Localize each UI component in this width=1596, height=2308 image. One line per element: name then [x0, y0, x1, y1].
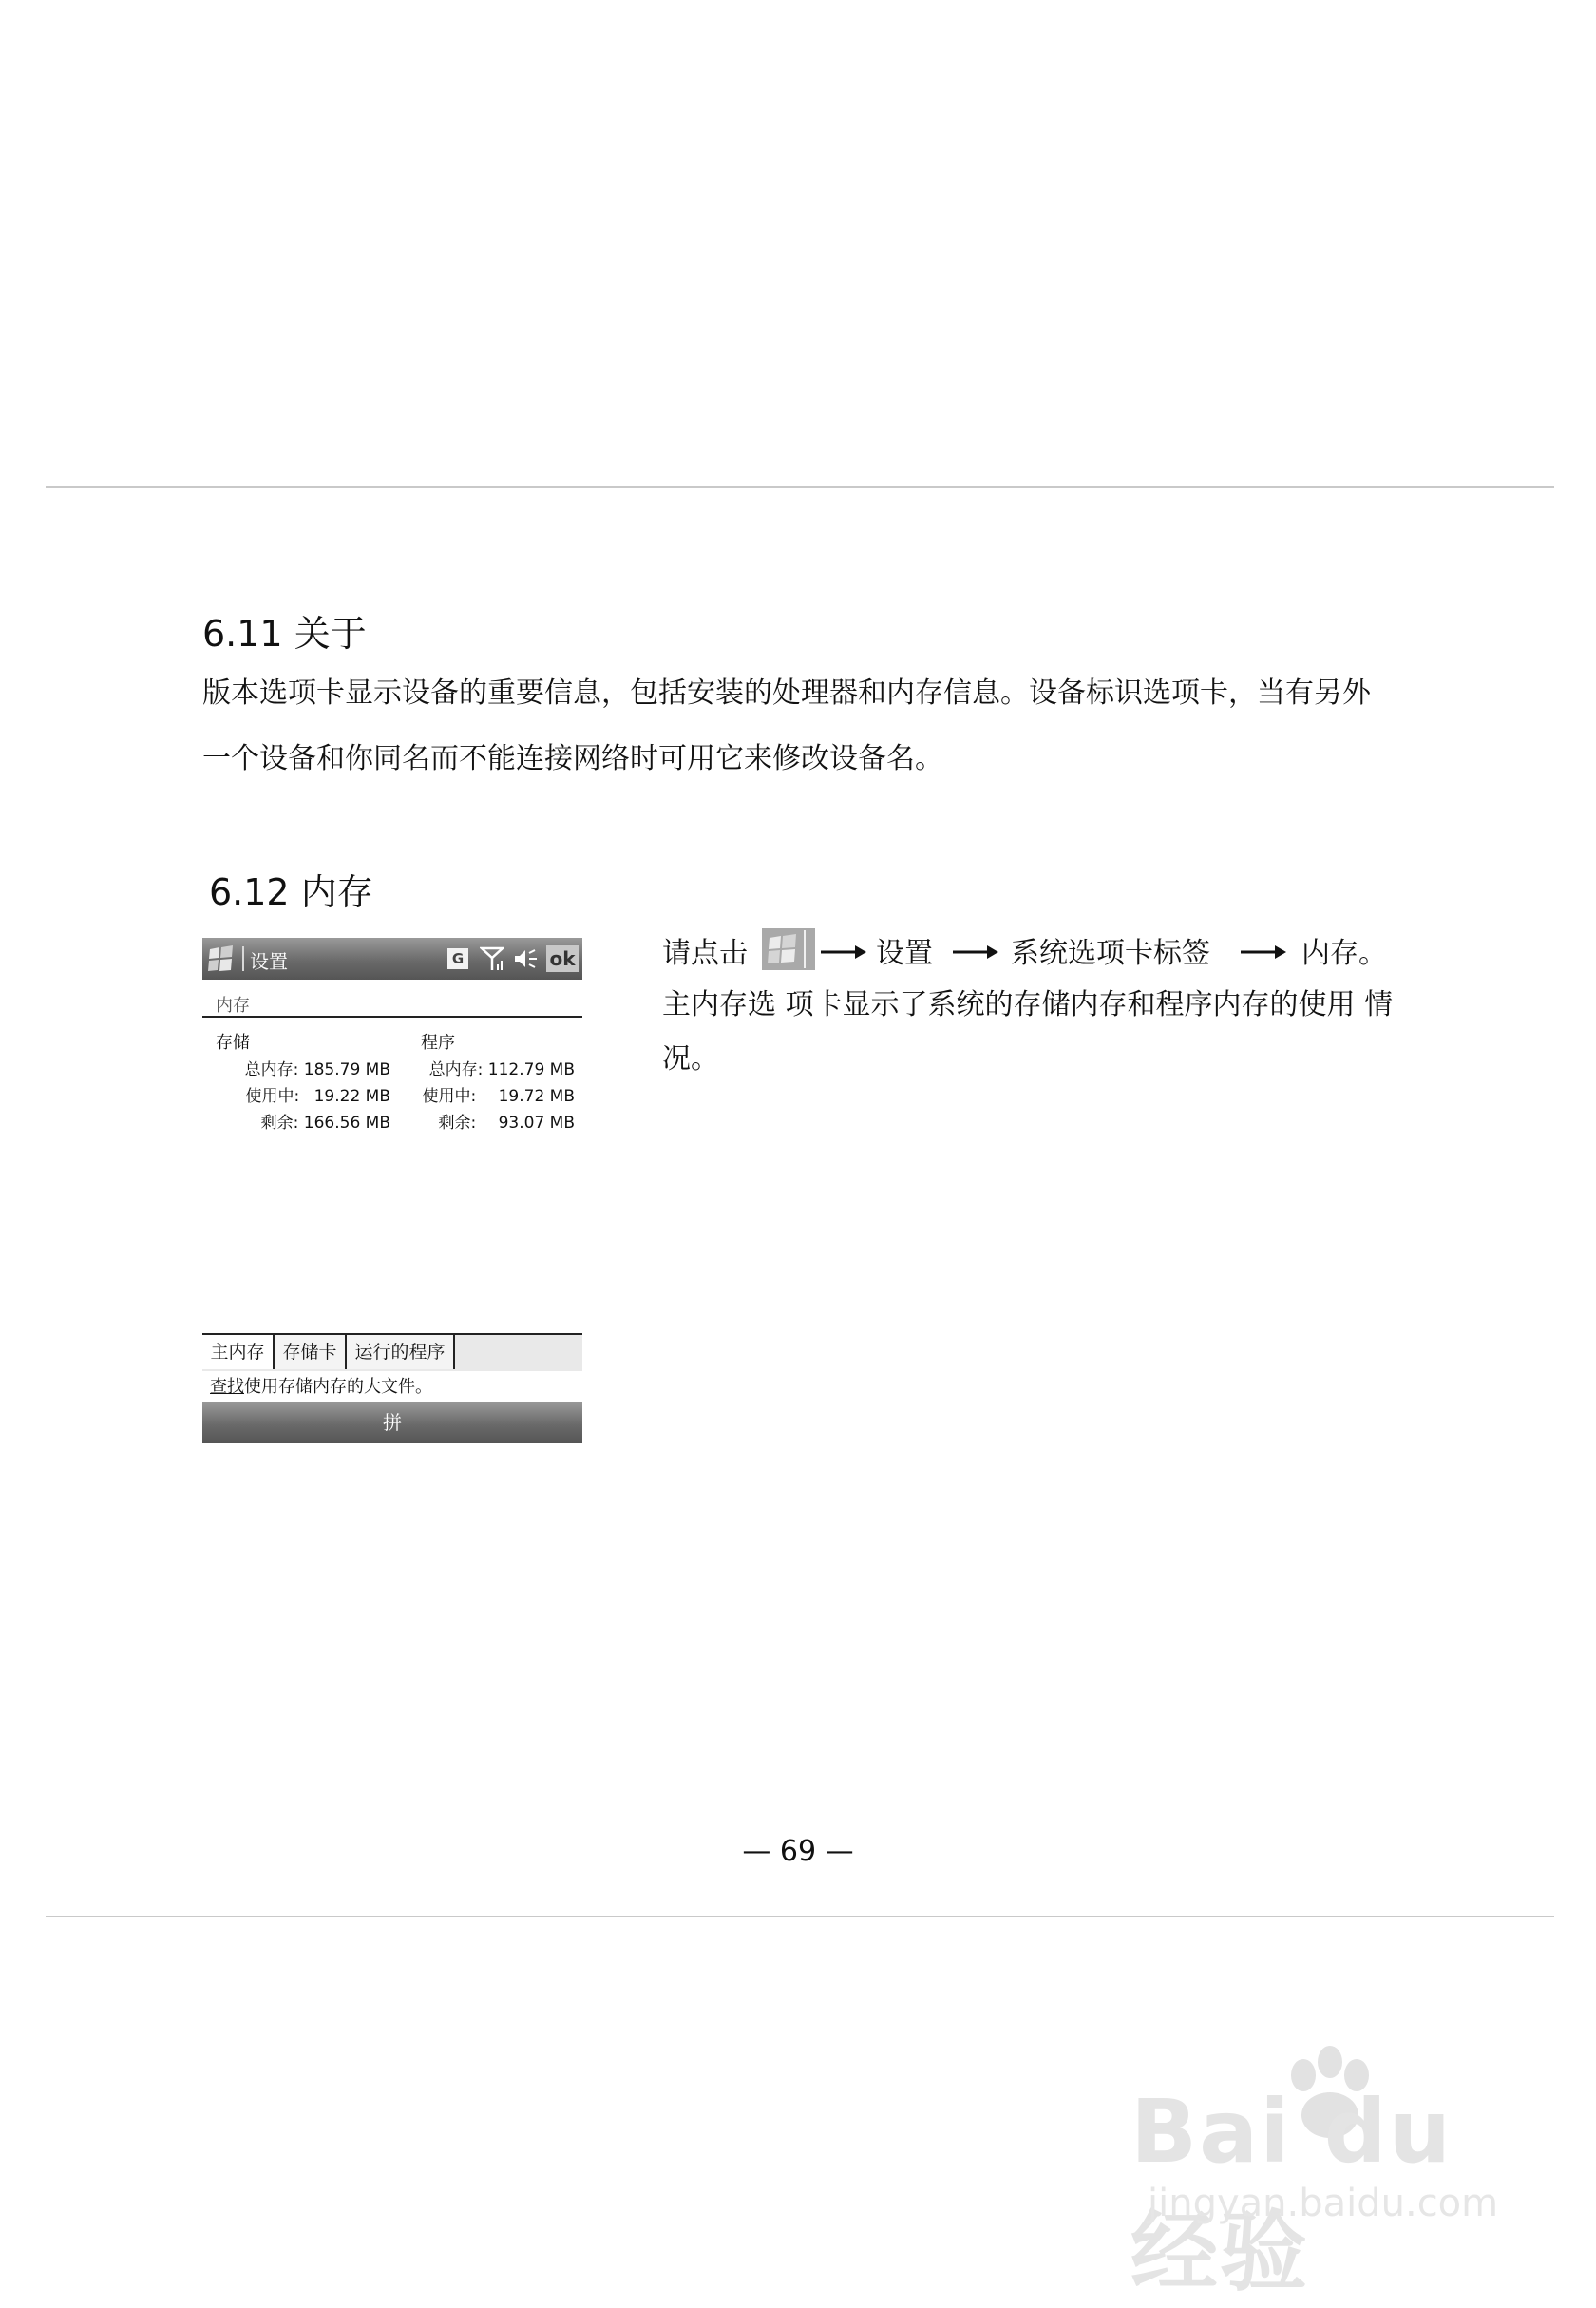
- bottom-divider: [46, 1916, 1554, 1917]
- program-total-row: [429, 1056, 575, 1079]
- program-used-label: 使用中:: [422, 1087, 477, 1106]
- watermark-brand: Bai du 经验: [1130, 2081, 1454, 2303]
- title-separator: [242, 946, 244, 971]
- find-large-files-row: [210, 1373, 432, 1398]
- storage-free-value: 166.56 MB: [303, 1114, 390, 1133]
- instruction-step-memory: 内存。: [1302, 937, 1387, 970]
- section-about-paragraph-line2: 一个设备和你同名而不能连接网络时可用它来修改设备名。: [202, 742, 943, 775]
- watermark-url: jingyan.baidu.com: [1148, 2182, 1499, 2225]
- baidu-watermark: [1130, 2043, 1530, 2303]
- storage-used-row: [245, 1082, 390, 1106]
- program-used-value: 19.72 MB: [498, 1087, 575, 1106]
- memory-settings-screenshot: [202, 938, 582, 1131]
- storage-total-label: 总内存:: [244, 1060, 299, 1079]
- soft-key-label[interactable]: 拼: [383, 1411, 402, 1434]
- title-text: 设置: [250, 950, 288, 973]
- section-divider: [202, 1016, 582, 1018]
- windows-start-icon-inline: [762, 928, 815, 970]
- ok-button[interactable]: ok: [546, 945, 579, 972]
- storage-total-value: 185.79 MB: [303, 1060, 390, 1079]
- tab-strip: [202, 1333, 582, 1371]
- program-free-value: 93.07 MB: [498, 1114, 575, 1133]
- memory-tabs-screenshot: [202, 1333, 582, 1443]
- instruction-step-system-tab: 系统选项卡标签: [1011, 937, 1210, 970]
- storage-free-row: [261, 1109, 390, 1133]
- program-free-row: [438, 1109, 575, 1133]
- instruction-prefix: 请点击: [662, 937, 748, 970]
- section-memory-heading: 6.12 内存: [209, 871, 373, 913]
- signal-icon[interactable]: [480, 945, 504, 972]
- instruction-step-settings: 设置: [876, 937, 933, 970]
- memory-description-line2: 况。: [662, 1042, 719, 1076]
- tab-main-memory[interactable]: 主内存: [202, 1335, 275, 1369]
- program-total-label: 总内存:: [428, 1060, 484, 1079]
- program-heading: 程序: [421, 1033, 455, 1053]
- storage-heading: 存储: [216, 1033, 250, 1053]
- tab-running-programs[interactable]: 运行的程序: [347, 1335, 455, 1369]
- arrow-icon: [953, 943, 1000, 962]
- title-bar: [202, 938, 582, 980]
- top-divider: [46, 486, 1554, 488]
- section-label: 内存: [216, 996, 250, 1016]
- program-free-label: 剩余:: [438, 1114, 477, 1133]
- arrow-icon: [821, 943, 868, 962]
- memory-description-line1: 主内存选 项卡显示了系统的存储内存和程序内存的使用 情: [662, 988, 1394, 1021]
- storage-free-label: 剩余:: [260, 1114, 299, 1133]
- section-about-paragraph-line1: 版本选项卡显示设备的重要信息，包括安装的处理器和内存信息。设备标识选项卡，当有另外: [202, 677, 1371, 710]
- program-total-value: 112.79 MB: [487, 1060, 575, 1079]
- storage-total-row: [245, 1056, 390, 1079]
- storage-used-label: 使用中:: [245, 1087, 300, 1106]
- soft-key-bar[interactable]: [202, 1402, 582, 1443]
- page-number: — 69 —: [742, 1835, 854, 1868]
- find-link-suffix: 使用存储内存的大文件。: [244, 1377, 432, 1397]
- speaker-icon[interactable]: [512, 947, 541, 970]
- start-button-inline: [762, 928, 815, 970]
- find-link[interactable]: 查找: [210, 1377, 244, 1397]
- section-about-heading: 6.11 关于: [202, 613, 367, 655]
- storage-used-value: 19.22 MB: [314, 1087, 390, 1106]
- tab-storage-card[interactable]: 存储卡: [275, 1335, 347, 1369]
- windows-start-icon[interactable]: [206, 944, 237, 974]
- gprs-badge-icon: G: [447, 948, 468, 969]
- arrow-icon: [1241, 943, 1288, 962]
- program-used-row: [422, 1082, 575, 1106]
